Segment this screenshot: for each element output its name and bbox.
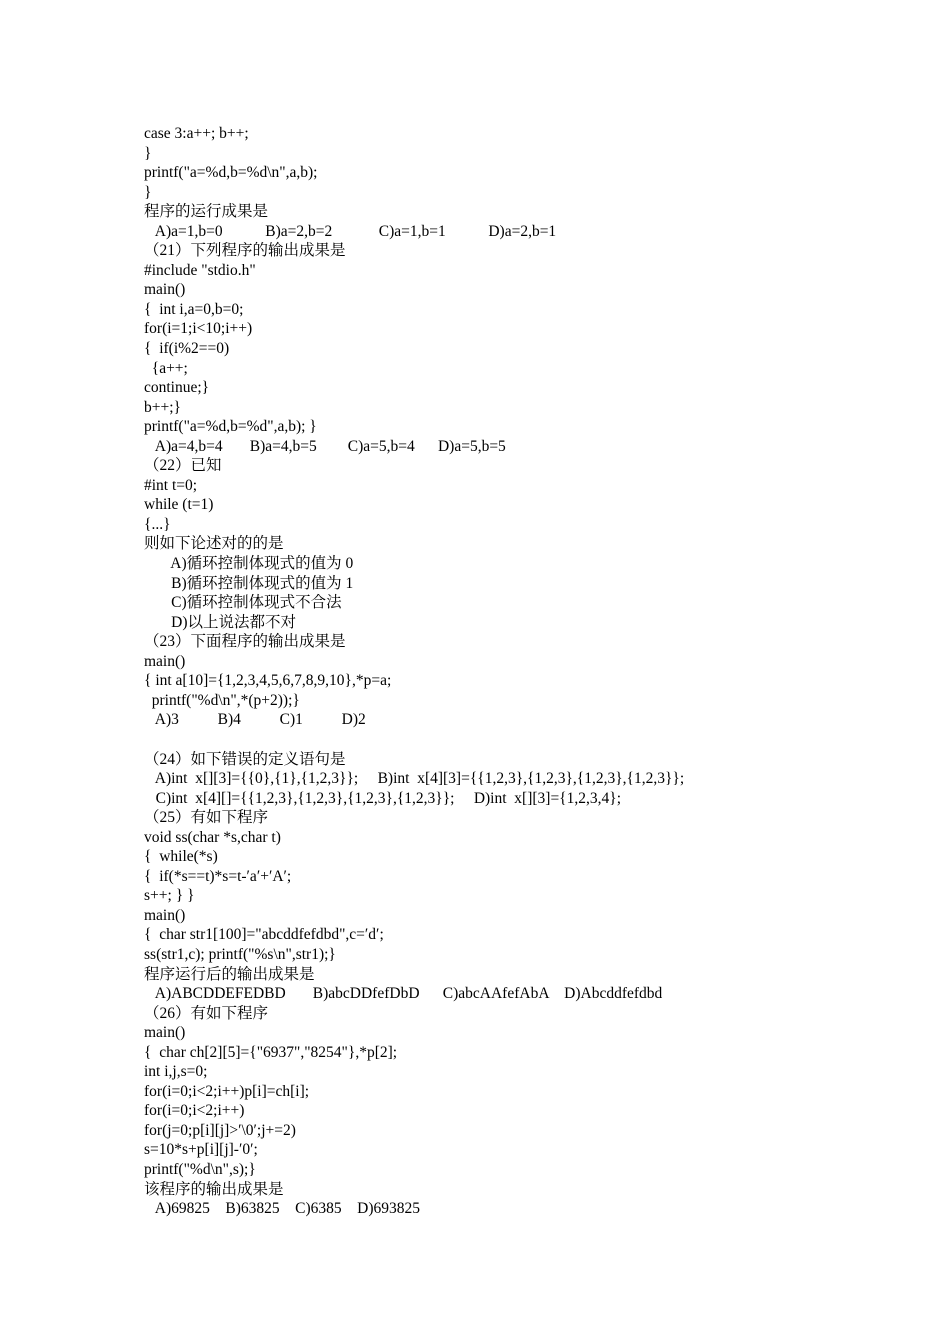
text-line: case 3:a++; b++; xyxy=(144,125,249,142)
text-line: A)a=1,b=0 B)a=2,b=2 C)a=1,b=1 D)a=2,b=1 xyxy=(144,222,557,240)
text-line: （24）如下错误的定义语句是 xyxy=(144,750,346,768)
text-line: { if(i%2==0) xyxy=(144,340,230,358)
text-line: A)3 B)4 C)1 D)2 xyxy=(144,711,366,729)
text-line: B)循环控制体现式的值为 1 xyxy=(144,574,354,592)
text-line: { while(*s) xyxy=(144,848,218,866)
text-line: 程序运行后的输出成果是 xyxy=(144,965,315,983)
text-line: 则如下论述对的的是 xyxy=(144,535,284,553)
text-line: for(j=0;p[i][j]>′\0′;j+=2) xyxy=(144,1121,296,1139)
text-line: for(i=0;i<2;i++)p[i]=ch[i]; xyxy=(144,1082,310,1100)
text-line: main() xyxy=(144,1024,186,1042)
text-line: printf("%d\n",s);} xyxy=(144,1160,256,1178)
text-line: 程序的运行成果是 xyxy=(144,203,269,221)
text-line: { int a[10]={1,2,3,4,5,6,7,8,9,10},*p=a; xyxy=(144,672,392,690)
text-line: s++; } } xyxy=(144,887,195,905)
text-line: A)ABCDDEFEDBD B)abcDDfefDbD C)abcAAfefAbA D)Abcddfefdbd xyxy=(144,985,663,1003)
text-line: for(i=1;i<10;i++) xyxy=(144,320,253,338)
text-line: #int t=0; xyxy=(144,476,198,494)
text-line: { char ch[2][5]={"6937","8254"},*p[2]; xyxy=(144,1043,398,1061)
text-line: A)循环控制体现式的值为 0 xyxy=(144,555,354,573)
text-line: （21）下列程序的输出成果是 xyxy=(144,242,346,260)
text-line: main() xyxy=(144,652,186,670)
text-line: （23）下面程序的输出成果是 xyxy=(144,633,346,651)
text-line: int i,j,s=0; xyxy=(144,1063,208,1081)
text-line: continue;} xyxy=(144,379,210,397)
text-line: #include "stdio.h" xyxy=(144,261,256,279)
text-line: main() xyxy=(144,281,186,299)
text-line: b++;} xyxy=(144,398,181,416)
text-line: ss(str1,c); printf("%s\n",str1);} xyxy=(144,945,336,963)
text-line: { int i,a=0,b=0; xyxy=(144,300,244,318)
text-line: （22）已知 xyxy=(144,457,222,475)
text-line: {...} xyxy=(144,515,171,533)
text-line: D)以上说法都不对 xyxy=(144,613,296,631)
text-line: 该程序的输出成果是 xyxy=(144,1180,284,1198)
text-line: void ss(char *s,char t) xyxy=(144,828,281,846)
text-line: （25）有如下程序 xyxy=(144,809,269,827)
text-line: A)a=4,b=4 B)a=4,b=5 C)a=5,b=4 D)a=5,b=5 xyxy=(144,437,506,455)
text-line: printf("a=%d,b=%d\n",a,b); xyxy=(144,164,318,182)
text-line: C)int x[4][]={{1,2,3},{1,2,3},{1,2,3},{1,2,3}}; D)int x[][3]={1,2,3,4}; xyxy=(144,789,621,807)
document-text-body xyxy=(144,124,904,1219)
text-line: { char str1[100]="abcddfefdbd",c=′d′; xyxy=(144,926,384,944)
text-line: for(i=0;i<2;i++) xyxy=(144,1102,245,1120)
text-line: s=10*s+p[i][j]-′0′; xyxy=(144,1141,258,1159)
text-line: {a++; xyxy=(144,359,188,377)
text-line: A)69825 B)63825 C)6385 D)693825 xyxy=(144,1200,420,1218)
text-line: while (t=1) xyxy=(144,496,214,514)
text-line: } xyxy=(144,183,152,201)
text-line: { if(*s==t)*s=t-′a′+′A′; xyxy=(144,867,292,885)
text-line xyxy=(144,730,904,750)
text-line: main() xyxy=(144,906,186,924)
text-line: printf("a=%d,b=%d",a,b); } xyxy=(144,418,317,436)
text-line: C)循环控制体现式不合法 xyxy=(144,594,342,612)
text-line: printf("%d\n",*(p+2));} xyxy=(144,691,300,709)
text-line: } xyxy=(144,144,152,162)
text-line: A)int x[][3]={{0},{1},{1,2,3}}; B)int x[4][3]={{1,2,3},{1,2,3},{1,2,3},{1,2,3}}; xyxy=(144,770,685,788)
text-line: （26）有如下程序 xyxy=(144,1004,269,1022)
